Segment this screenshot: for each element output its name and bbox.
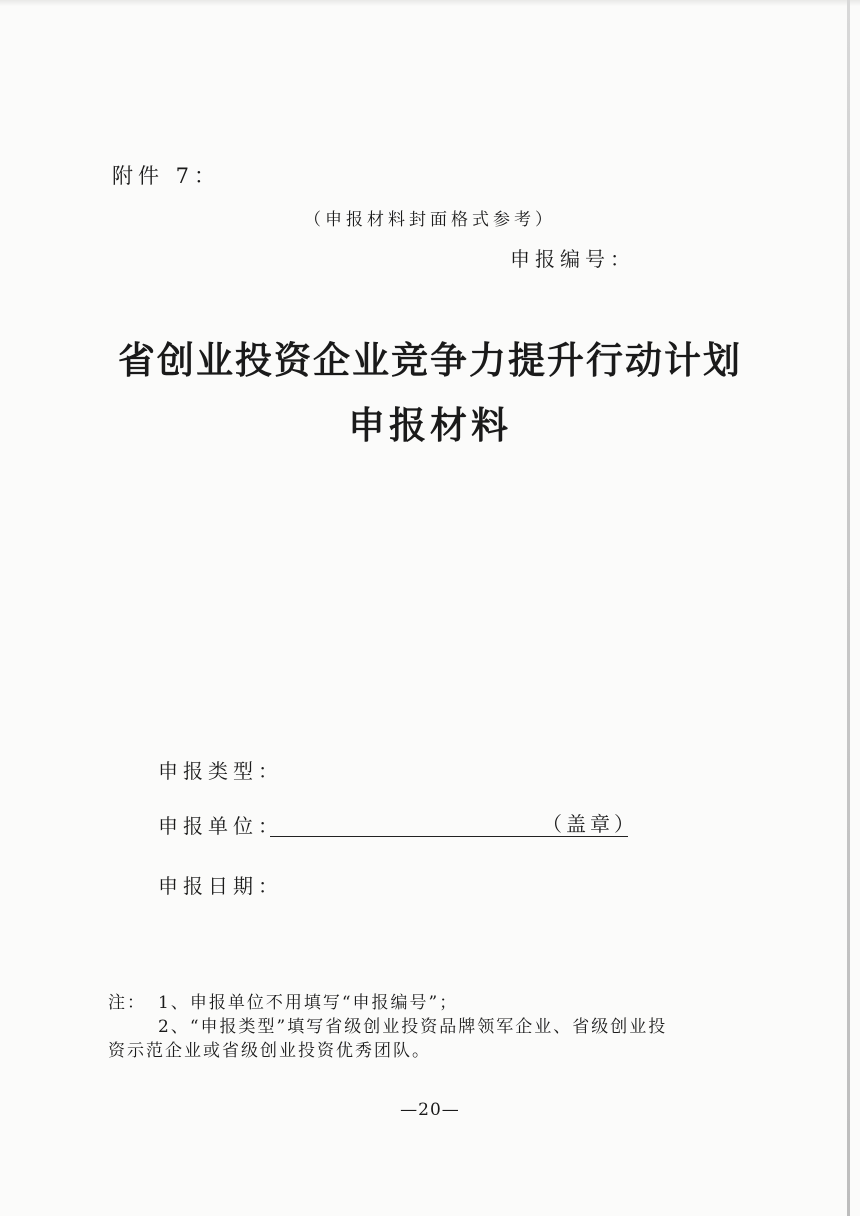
- page-top-shadow: [0, 0, 860, 6]
- page-number: —20—: [400, 1100, 460, 1120]
- note-item-1: 1、申报单位不用填写“申报编号”；: [158, 993, 459, 1013]
- notes-prefix: 注：: [108, 993, 146, 1013]
- note-item-2-line2: 资示范企业或省级创业投资优秀团队。: [108, 1041, 431, 1061]
- application-unit-label: 申报单位：: [158, 814, 283, 838]
- document-title-line1: 省创业投资企业竞争力提升行动计划: [118, 339, 742, 382]
- serial-number-label: 申报编号：: [510, 247, 635, 271]
- application-type-label: 申报类型：: [158, 759, 283, 783]
- page-right-edge: [847, 0, 850, 1216]
- application-date-label: 申报日期：: [158, 874, 283, 898]
- seal-note: （盖章）: [542, 812, 638, 836]
- document-title-line2: 申报材料: [348, 404, 512, 447]
- attachment-label: 附件 7：: [112, 164, 221, 188]
- format-note: （申报材料封面格式参考）: [304, 210, 556, 230]
- note-item-2-line1: 2、“申报类型”填写省级创业投资品牌领军企业、省级创业投: [158, 1017, 668, 1037]
